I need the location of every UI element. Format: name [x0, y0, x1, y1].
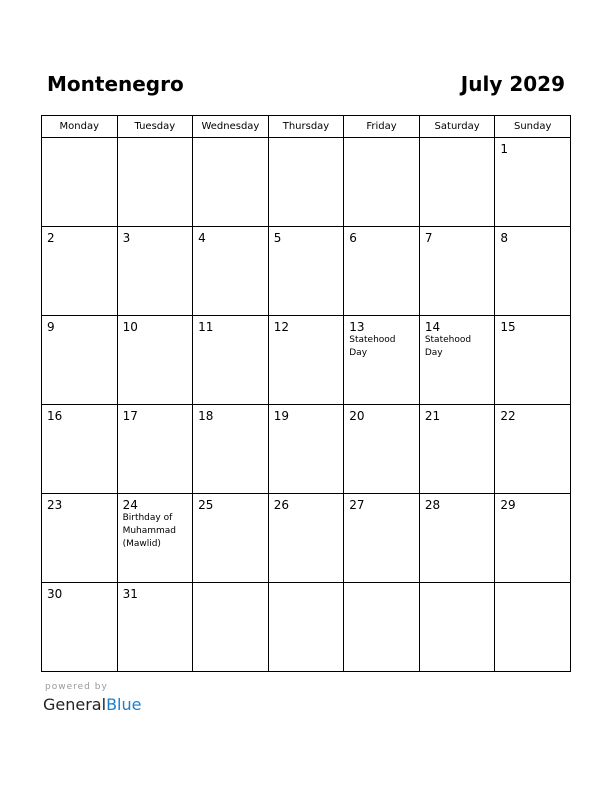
day-cell — [419, 405, 495, 494]
day-cell — [344, 227, 420, 316]
day-cell — [117, 316, 193, 405]
day-cell — [268, 227, 344, 316]
day-cell — [193, 227, 269, 316]
day-cell — [495, 316, 571, 405]
day-cell — [193, 316, 269, 405]
day-number: 21 — [424, 409, 441, 423]
day-cell — [117, 583, 193, 672]
day-number: 2 — [47, 231, 55, 245]
day-cell — [42, 138, 118, 227]
day-cell — [344, 316, 420, 405]
day-number — [420, 138, 495, 142]
day-cell — [42, 494, 118, 583]
day-number: 4 — [198, 231, 206, 245]
day-number: 1 — [500, 142, 509, 156]
day-cell — [193, 494, 269, 583]
day-cell — [42, 405, 118, 494]
day-number — [495, 583, 570, 587]
day-cell — [419, 494, 495, 583]
day-number: 8 — [500, 231, 509, 245]
day-number — [118, 138, 193, 142]
weekday-header: Thursday — [268, 116, 344, 138]
day-number: 15 — [500, 320, 516, 334]
day-number: 16 — [47, 409, 63, 423]
day-cell — [42, 227, 118, 316]
week-row — [42, 583, 571, 672]
day-number: 19 — [273, 409, 289, 423]
day-cell — [495, 227, 571, 316]
day-cell — [419, 583, 495, 672]
day-number — [420, 583, 495, 587]
day-number: 27 — [349, 498, 365, 512]
day-cell — [42, 316, 118, 405]
day-number: 14 — [424, 320, 441, 334]
day-number: 3 — [122, 231, 131, 245]
day-cell — [344, 138, 420, 227]
day-number: 25 — [198, 498, 214, 512]
day-cell — [344, 494, 420, 583]
calendar-country-title: Montenegro — [47, 72, 184, 96]
day-cell — [117, 138, 193, 227]
holiday-label: Statehood — [349, 335, 396, 345]
day-number: 30 — [47, 587, 63, 601]
day-number: 17 — [122, 409, 138, 423]
day-number: 20 — [349, 409, 365, 423]
day-cell — [344, 405, 420, 494]
day-cell — [419, 138, 495, 227]
day-number: 6 — [349, 231, 357, 245]
day-cell — [193, 583, 269, 672]
day-cell — [495, 583, 571, 672]
day-number — [193, 583, 268, 587]
day-cell — [193, 405, 269, 494]
day-number: 5 — [273, 231, 282, 245]
day-cell — [495, 405, 571, 494]
day-cell — [268, 316, 344, 405]
day-number: 9 — [47, 320, 55, 334]
day-cell — [495, 494, 571, 583]
day-cell — [268, 138, 344, 227]
day-number: 28 — [424, 498, 441, 512]
week-row — [42, 138, 571, 227]
footer-branding — [43, 682, 141, 715]
weekday-header-row — [42, 116, 571, 138]
day-cell — [117, 405, 193, 494]
holiday-label: Day — [349, 348, 368, 358]
calendar-grid — [41, 115, 571, 672]
day-number — [269, 138, 344, 142]
weekday-header: Friday — [344, 116, 420, 138]
day-number: 23 — [47, 498, 63, 512]
weekday-header: Tuesday — [117, 116, 193, 138]
holiday-label: Day — [424, 348, 443, 358]
day-cell — [42, 583, 118, 672]
day-number — [344, 138, 419, 142]
day-number: 13 — [349, 320, 365, 334]
day-number — [269, 583, 344, 587]
holiday-label: Birthday of — [122, 513, 173, 523]
day-number: 26 — [273, 498, 289, 512]
week-row — [42, 405, 571, 494]
day-number: 31 — [122, 587, 138, 601]
day-cell — [117, 494, 193, 583]
day-number: 11 — [198, 320, 214, 334]
day-number: 29 — [500, 498, 516, 512]
day-cell — [344, 583, 420, 672]
powered-by-text: powered by — [45, 682, 108, 692]
day-cell — [419, 316, 495, 405]
weekday-header: Wednesday — [193, 116, 269, 138]
calendar-month-title: July 2029 — [460, 72, 565, 96]
day-cell — [419, 227, 495, 316]
holiday-label: Statehood — [424, 335, 472, 345]
day-cell — [268, 494, 344, 583]
week-row — [42, 316, 571, 405]
holiday-label: Muhammad — [122, 526, 177, 536]
day-number: 22 — [500, 409, 516, 423]
day-cell — [117, 227, 193, 316]
weekday-header: Sunday — [495, 116, 571, 138]
day-number — [344, 583, 419, 587]
weekday-header: Saturday — [419, 116, 495, 138]
day-number — [193, 138, 268, 142]
holiday-label: (Mawlid) — [122, 539, 161, 549]
brand-logo-blue: Blue — [106, 695, 142, 714]
day-cell — [495, 138, 571, 227]
day-cell — [268, 405, 344, 494]
day-cell — [268, 583, 344, 672]
brand-logo-general: General — [43, 695, 107, 714]
day-cell — [193, 138, 269, 227]
brand-logo[interactable] — [43, 695, 141, 715]
day-number: 24 — [122, 498, 138, 512]
week-row — [42, 227, 571, 316]
day-number — [42, 138, 117, 142]
day-number: 7 — [424, 231, 433, 245]
weekday-header: Monday — [42, 116, 118, 138]
week-row — [42, 494, 571, 583]
day-number: 18 — [198, 409, 214, 423]
day-number: 12 — [273, 320, 289, 334]
day-number: 10 — [122, 320, 138, 334]
